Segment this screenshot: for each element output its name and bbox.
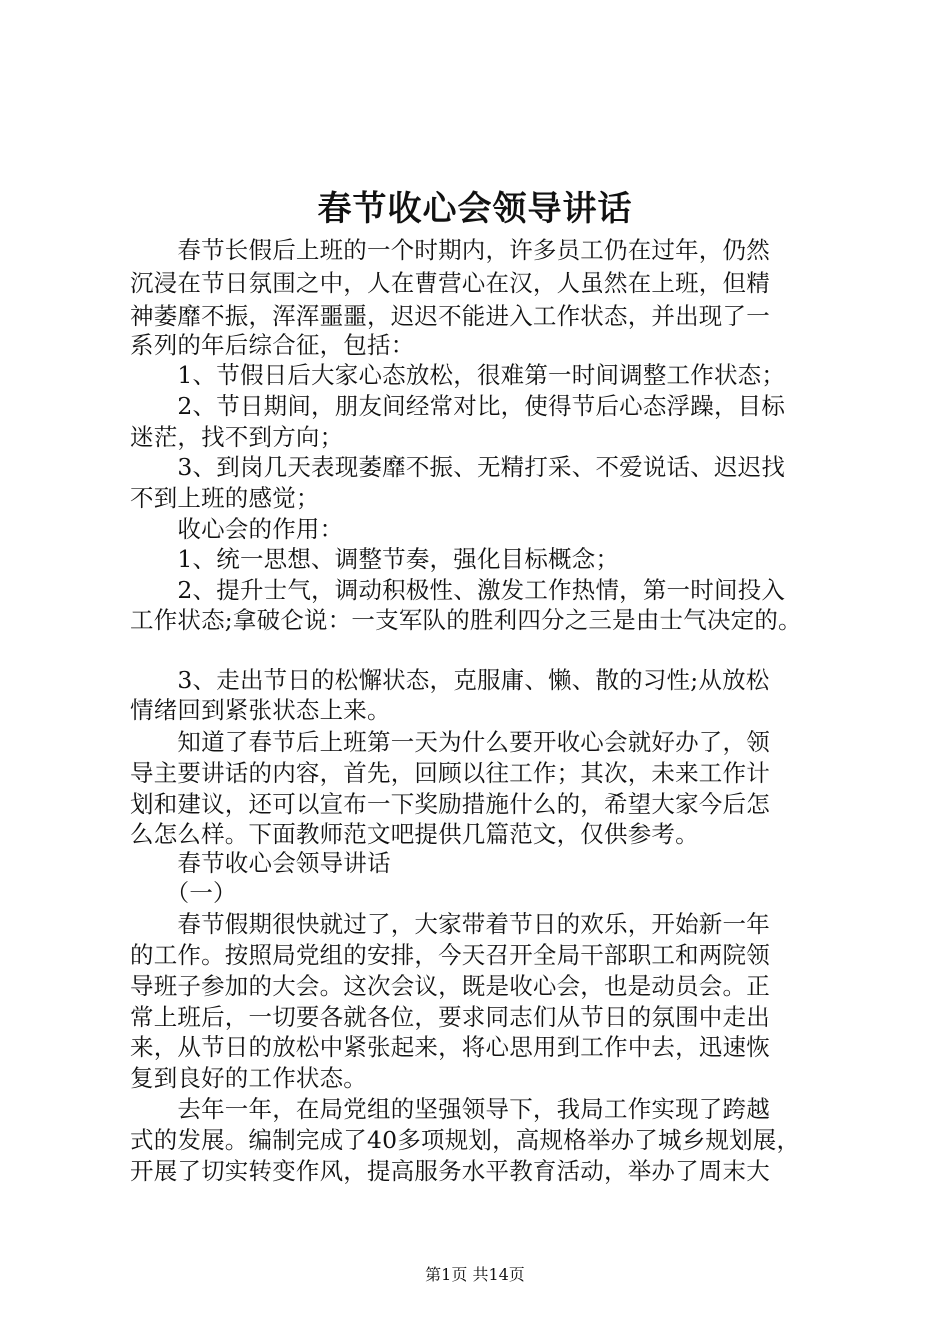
- paragraph-line: 复到良好的工作状态。: [130, 1064, 367, 1092]
- paragraph-line: 划和建议，还可以宣布一下奖励措施什么的，希望大家今后怎: [130, 790, 770, 818]
- paragraph-line: 导主要讲话的内容，首先，回顾以往工作；其次，未来工作计: [130, 759, 770, 787]
- paragraph-line: 沉浸在节日氛围之中，人在曹营心在汉，人虽然在上班，但精: [130, 269, 770, 297]
- paragraph-line: 1、统一思想、调整节奏，强化目标概念；: [130, 545, 620, 573]
- paragraph-line: 2、提升士气，调动积极性、激发工作热情，第一时间投入: [130, 576, 786, 604]
- page-footer: 第1页 共14页: [425, 1265, 525, 1284]
- paragraph-line: 神萎靡不振，浑浑噩噩，迟迟不能进入工作状态，并出现了一: [130, 302, 770, 330]
- paragraph-line: 式的发展。编制完成了40多项规划，高规格举办了城乡规划展，: [130, 1126, 801, 1154]
- paragraph-line: 1、节假日后大家心态放松，很难第一时间调整工作状态；: [130, 361, 786, 389]
- paragraph-line: 工作状态;拿破仑说：一支军队的胜利四分之三是由士气决定的。: [130, 606, 802, 634]
- section-heading: 春节收心会领导讲话: [130, 849, 391, 877]
- paragraph-line: 知道了春节后上班第一天为什么要开收心会就好办了，领: [130, 728, 770, 756]
- paragraph-line: 去年一年，在局党组的坚强领导下，我局工作实现了跨越: [130, 1095, 770, 1123]
- document-title: 春节收心会领导讲话: [317, 189, 633, 229]
- paragraph-line: 2、节日期间，朋友间经常对比，使得节后心态浮躁，目标: [130, 392, 786, 420]
- paragraph-line: 来，从节日的放松中紧张起来，将心思用到工作中去，迅速恢: [130, 1033, 770, 1061]
- paragraph-line: 开展了切实转变作风，提高服务水平教育活动，举办了周末大: [130, 1157, 770, 1185]
- paragraph-line: 么怎么样。下面教师范文吧提供几篇范文，仅供参考。: [130, 820, 699, 848]
- paragraph-line: 春节假期很快就过了，大家带着节日的欢乐，开始新一年: [130, 910, 770, 938]
- paragraph-line: 常上班后，一切要各就各位，要求同志们从节日的氛围中走出: [130, 1003, 770, 1031]
- paragraph-line: 迷茫，找不到方向；: [130, 423, 344, 451]
- paragraph-line: 3、走出节日的松懈状态，克服庸、懒、散的习性;从放松: [130, 666, 770, 694]
- section-number: （一）: [130, 879, 237, 907]
- paragraph-line: 的工作。按照局党组的安排，今天召开全局干部职工和两院领: [130, 941, 770, 969]
- paragraph-line: 3、到岗几天表现萎靡不振、无精打采、不爱说话、迟迟找: [130, 453, 786, 481]
- paragraph-line: 导班子参加的大会。这次会议，既是收心会，也是动员会。正: [130, 972, 770, 1000]
- paragraph-line: 春节长假后上班的一个时期内，许多员工仍在过年，仍然: [130, 236, 770, 264]
- paragraph-line: 系列的年后综合征，包括：: [130, 331, 415, 359]
- paragraph-line: 收心会的作用：: [130, 515, 344, 543]
- paragraph-line: 情绪回到紧张状态上来。: [130, 696, 391, 724]
- paragraph-line: 不到上班的感觉；: [130, 484, 320, 512]
